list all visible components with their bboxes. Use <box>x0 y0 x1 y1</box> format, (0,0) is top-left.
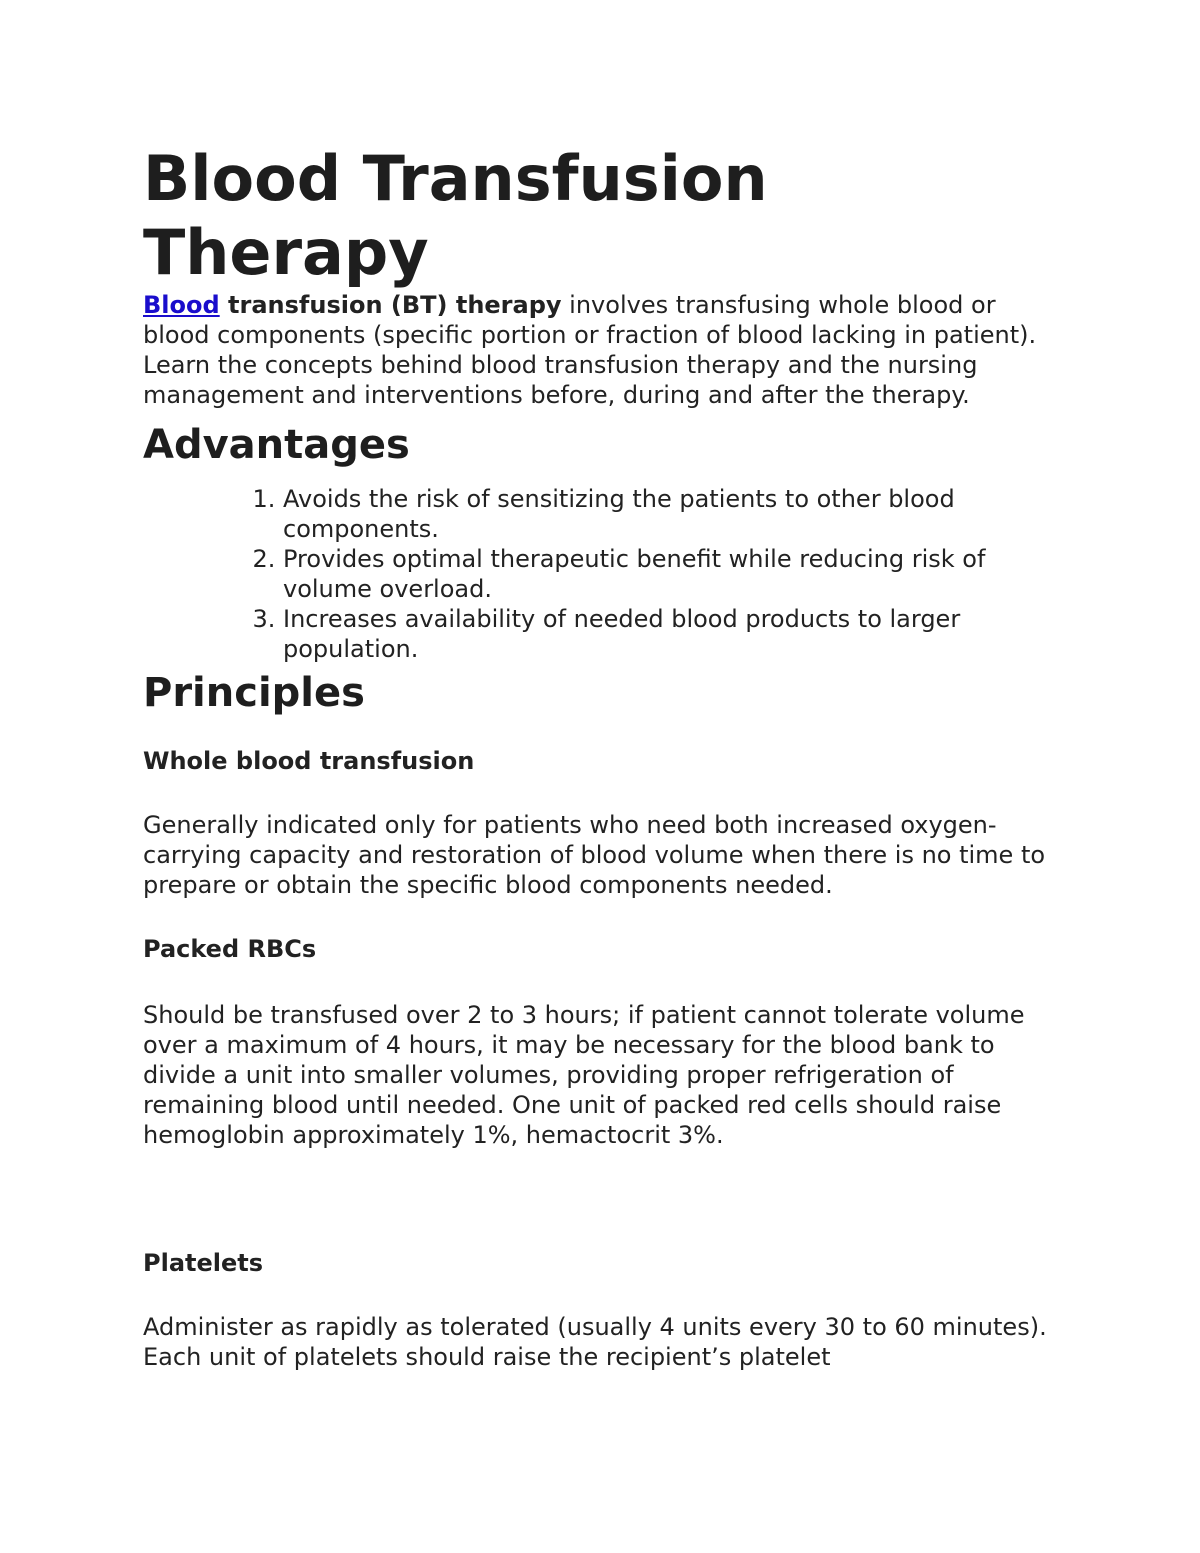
list-item: 3. Increases availability of needed blood products to larger population. <box>283 604 1063 664</box>
intro-text: involves transfusing whole blood or blood components (specific portion or fraction of blood lacking in patient). Learn the concepts behind blood transfusion therapy and the nursing management and interventions before, during and after the therapy. <box>143 291 1037 409</box>
packed-rbcs-text: Should be transfused over 2 to 3 hours; if patient cannot tolerate volume over a maximum of 4 hours, it may be necessary for the blood bank to divide a unit into smaller volumes, providing proper refrigeration of remaining blood until needed. One unit of packed red cells should raise hemoglobin approximately 1%, hemactocrit 3%. <box>143 1001 1025 1149</box>
whole-blood-heading: Whole blood transfusion <box>143 747 475 775</box>
platelets-heading: Platelets <box>143 1249 264 1277</box>
blood-link[interactable]: Blood <box>143 291 220 319</box>
whole-blood-text: Generally indicated only for patients who need both increased oxygen-carrying capacity and restoration of blood volume when there is no time to prepare or obtain the specific blood components needed. <box>143 811 1046 899</box>
intro-paragraph <box>143 290 1063 410</box>
list-item: 2. Provides optimal therapeutic benefit while reducing risk of volume overload. <box>283 544 1063 604</box>
document-page <box>143 142 1063 1372</box>
intro-bold-term: transfusion (BT) therapy <box>219 291 562 319</box>
advantages-list <box>143 484 1063 664</box>
advantages-heading: Advantages <box>143 422 410 468</box>
page-title: Blood Transfusion Therapy <box>143 142 768 289</box>
principles-heading: Principles <box>143 670 365 716</box>
platelets-text: Administer as rapidly as tolerated (usually 4 units every 30 to 60 minutes). Each unit of platelets should raise the recipient’s platelet <box>143 1313 1047 1371</box>
list-item: 1. Avoids the risk of sensitizing the patients to other blood components. <box>283 484 1063 544</box>
packed-rbcs-heading: Packed RBCs <box>143 935 317 963</box>
